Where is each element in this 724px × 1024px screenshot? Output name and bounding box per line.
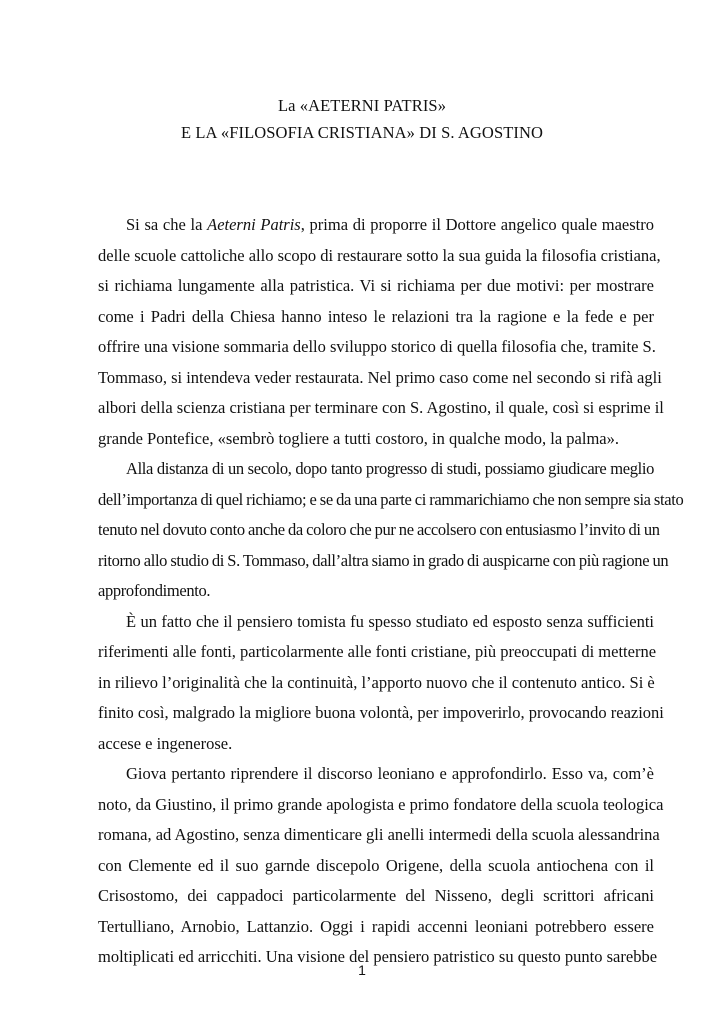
- text-line: riferimenti alle fonti, particolarmente alle fonti cristiane, più preoccupati di metterne: [98, 642, 657, 661]
- text-line: tenuto nel dovuto conto anche da coloro che pur ne accolsero con entusiasmo l’invito di un: [98, 520, 660, 539]
- text-line: si richiama lungamente alla patristica. Vi si richiama per due motivi: per mostrare: [98, 276, 654, 295]
- text-line: Tommaso, si intendeva veder restaurata. Nel primo caso come nel secondo si rifà agli: [98, 367, 662, 387]
- text-line: Tertulliano, Arnobio, Lattanzio. Oggi i rapidi accenni leoniani potrebbero essere: [98, 916, 654, 936]
- title-line-1: La «AETERNI PATRIS»: [277, 96, 447, 115]
- text-line: accese e ingenerose.: [98, 733, 233, 753]
- text-line: approfondimento.: [98, 581, 211, 600]
- text-line: offrire una visione sommaria dello sviluppo storico di quella filosofia che, tramite S.: [98, 337, 656, 356]
- text-line: Alla distanza di un secolo, dopo tanto progresso di studi, possiamo giudicare meglio: [126, 459, 654, 478]
- text-line: albori della scienza cristiana per terminare con S. Agostino, il quale, così si esprime il: [98, 398, 664, 417]
- text-line: come i Padri della Chiesa hanno inteso le relazioni tra la ragione e la fede e per: [98, 306, 654, 326]
- text-line: delle scuole cattoliche allo scopo di restaurare sotto la sua guida la filosofia cristiana,: [98, 245, 661, 265]
- paragraph-1: [98, 210, 664, 454]
- text-line: dell’importanza di quel richiamo; e se da una parte ci rammarichiamo che non sempre sia stato: [98, 489, 684, 509]
- text-line: ritorno allo studio di S. Tommaso, dall’altra siamo in grado di auspicarne con più ragione un: [98, 550, 669, 570]
- paragraph-3: [98, 607, 664, 760]
- emphasized-title: Aeterni Patris: [207, 215, 301, 234]
- title-line-2: E LA «FILOSOFIA CRISTIANA» DI S. AGOSTINO: [180, 123, 544, 142]
- text-line: moltiplicati ed arricchiti. Una visione del pensiero patristico su questo punto sarebbe: [98, 947, 658, 966]
- text-line: Crisostomo, dei cappadoci particolarmente del Nisseno, degli scrittori africani: [98, 886, 654, 905]
- text-line: grande Pontefice, «sembrò togliere a tutti costoro, in qualche modo, la palma».: [98, 428, 619, 448]
- page-number: 1: [358, 962, 366, 978]
- text-line: [98, 210, 654, 241]
- text-line: noto, da Giustino, il primo grande apologista e primo fondatore della scuola teologica: [98, 794, 664, 814]
- text-line-post: , prima di proporre il Dottore angelico quale maestro: [300, 215, 654, 234]
- text-line: romana, ad Agostino, senza dimenticare gli anelli intermedi della scuola alessandrina: [98, 825, 660, 844]
- text-line: con Clemente ed il suo garnde discepolo Origene, della scuola antiochena con il: [98, 855, 654, 875]
- text-line-pre: Si sa che la: [126, 215, 208, 234]
- paragraph-4: [98, 759, 664, 973]
- paragraph-2: [98, 454, 684, 607]
- text-line: È un fatto che il pensiero tomista fu spesso studiato ed esposto senza sufficienti: [126, 611, 654, 631]
- body-text: [98, 210, 684, 973]
- text-line: in rilievo l’originalità che la continuità, l’apporto nuovo che il contenuto antico. Si è: [98, 672, 655, 692]
- text-line: Giova pertanto riprendere il discorso leoniano e approfondirlo. Esso va, com’è: [126, 764, 654, 783]
- text-line: finito così, malgrado la migliore buona volontà, per impoverirlo, provocando reazioni: [98, 703, 664, 722]
